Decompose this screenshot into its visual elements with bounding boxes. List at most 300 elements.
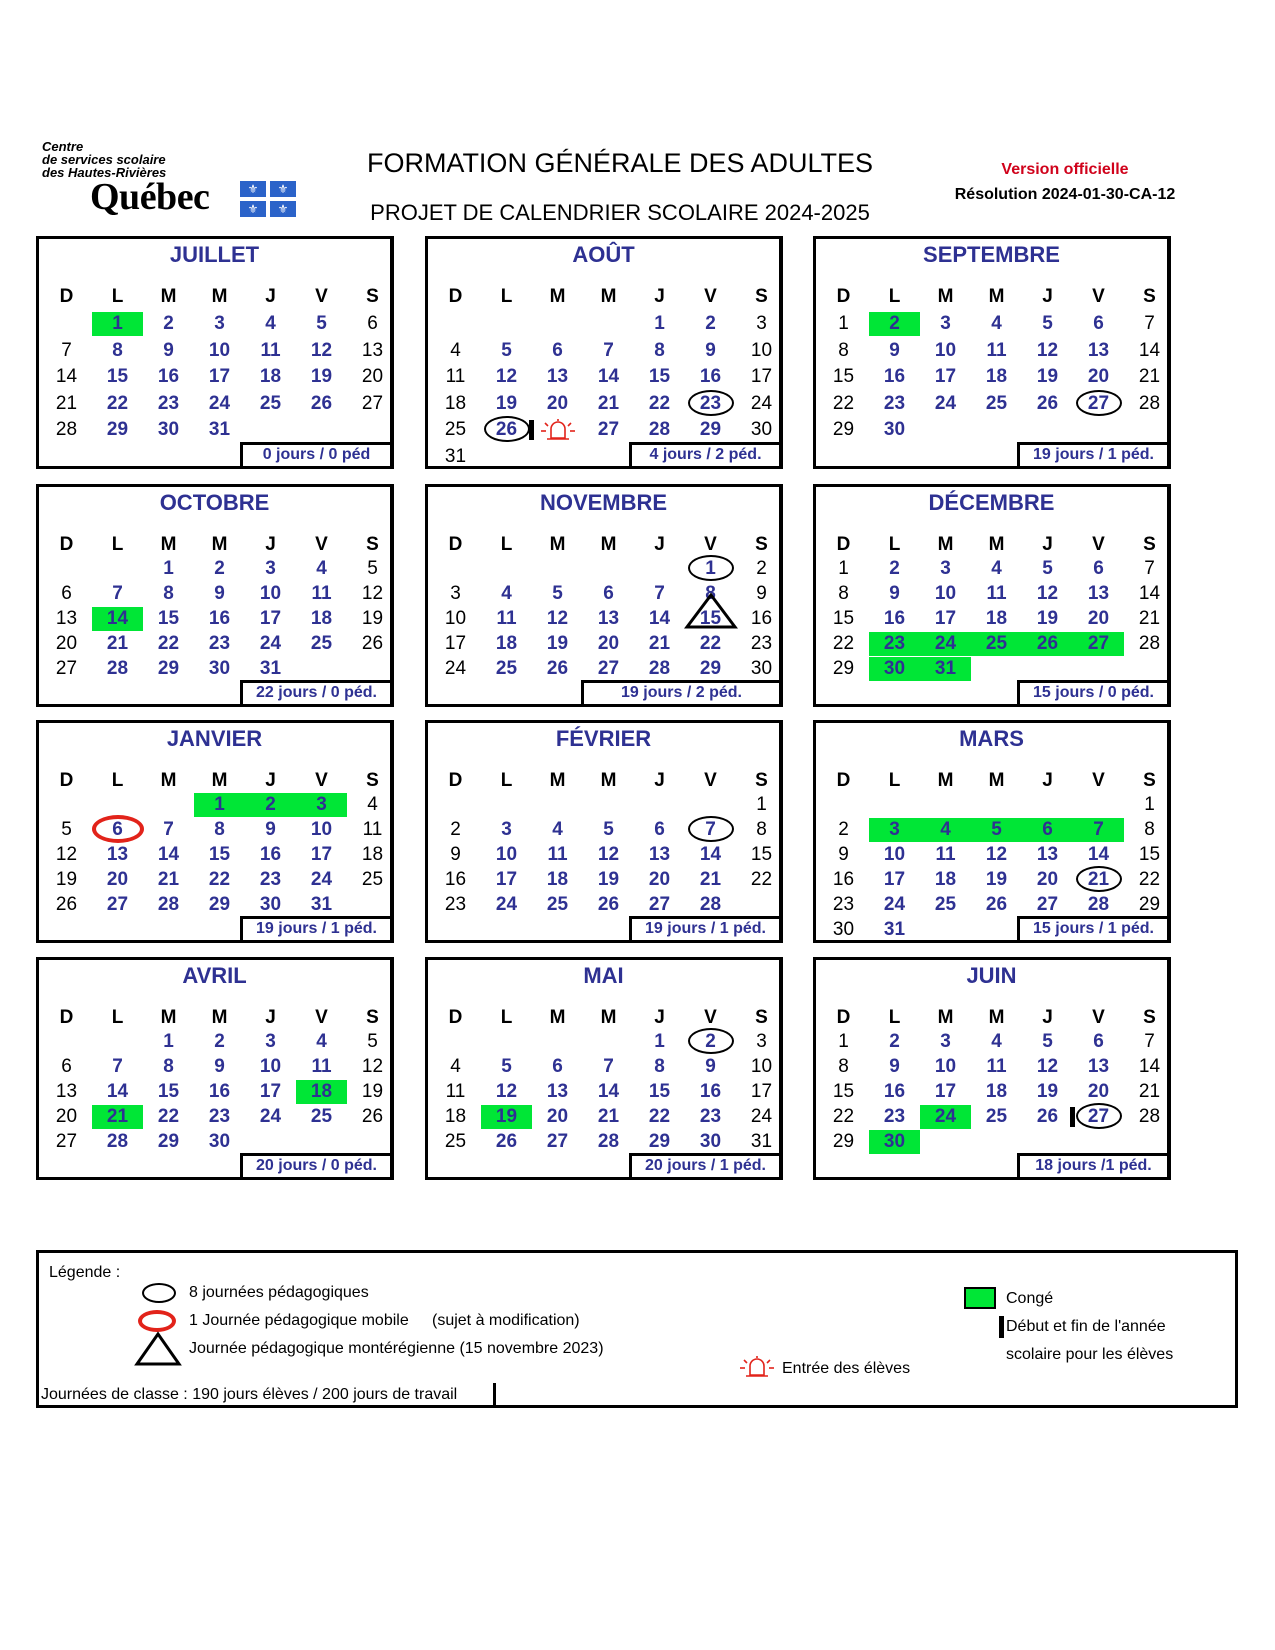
day-cell: 2 [756, 558, 767, 579]
day-cell: 11 [311, 583, 332, 604]
day-header: J [1042, 286, 1053, 307]
day-cell: 4 [991, 1031, 1002, 1052]
day-cell: 11 [547, 844, 568, 865]
day-cell: 19 [1036, 1081, 1059, 1102]
day-cell: 6 [92, 818, 143, 842]
day-header: D [836, 286, 851, 307]
day-cell: 24 [208, 392, 231, 414]
day-header: M [937, 770, 954, 791]
day-header: S [755, 1007, 768, 1028]
day-cell: 23 [699, 1106, 722, 1127]
day-cell: 6 [61, 583, 72, 604]
day-header: M [211, 1007, 228, 1028]
day-header: M [549, 770, 566, 791]
day-cell: 11 [986, 339, 1007, 361]
day-cell: 27 [55, 658, 78, 679]
day-header: J [1042, 534, 1053, 555]
day-cell: 8 [838, 339, 849, 361]
day-cell: 26 [361, 1106, 384, 1127]
day-cell: 1 [92, 312, 143, 336]
day-cell: 7 [685, 818, 736, 842]
org-line-1: Centre [42, 139, 84, 154]
day-cell: 4 [316, 1031, 327, 1052]
day-cell: 27 [546, 1131, 569, 1152]
day-cell: 25 [361, 869, 384, 890]
day-cell: 24 [750, 1106, 773, 1127]
month-name: JUIN [966, 963, 1017, 988]
day-cell: 25 [934, 894, 957, 915]
day-cell: 8 [838, 583, 849, 604]
day-cell: 10 [934, 1056, 957, 1077]
day-cell: 14 [106, 1081, 129, 1102]
day-header: D [836, 1007, 851, 1028]
day-cell: 20 [1087, 366, 1110, 387]
day-cell: 23 [883, 392, 906, 414]
day-cell: 6 [603, 583, 614, 604]
day-cell: 10 [883, 844, 906, 865]
mobile-day-red-oval-icon [92, 815, 144, 843]
day-cell: 3 [940, 313, 951, 334]
day-cell: 4 [920, 818, 971, 842]
month-summary: 19 jours / 1 péd. [240, 916, 390, 940]
resolution-label: Résolution 2024-01-30-CA-12 [954, 186, 1176, 203]
day-cell: 16 [750, 608, 773, 629]
day-cell: 19 [546, 633, 569, 654]
month-name: OCTOBRE [159, 490, 270, 515]
day-cell: 15 [106, 366, 129, 387]
footer-divider [493, 1383, 496, 1405]
day-cell: 19 [55, 869, 78, 890]
day-cell: 27 [55, 1131, 78, 1152]
day-header: M [988, 1007, 1005, 1028]
quebec-flag-icon: ⚜ ⚜ ⚜ ⚜ [240, 181, 298, 218]
day-cell: 18 [985, 1081, 1008, 1102]
day-cell: 23 [750, 633, 773, 654]
day-cell: 25 [495, 658, 518, 679]
day-header: L [111, 534, 124, 555]
day-header: D [59, 286, 74, 307]
day-header: L [888, 534, 901, 555]
month-name: MAI [583, 963, 624, 988]
day-cell: 17 [495, 869, 518, 890]
day-cell: 24 [310, 869, 333, 890]
month-name: SEPTEMBRE [923, 242, 1060, 267]
day-cell: 30 [832, 919, 855, 940]
day-cell: 29 [699, 419, 722, 440]
day-header: M [600, 286, 617, 307]
day-cell: 9 [265, 819, 276, 840]
day-cell: 12 [1036, 583, 1059, 604]
day-cell: 5 [971, 818, 1022, 842]
day-cell: 22 [1138, 869, 1161, 890]
day-cell: 5 [367, 558, 378, 579]
day-cell: 3 [940, 558, 951, 579]
day-cell: 12 [361, 1056, 384, 1077]
month-6 [36, 720, 394, 943]
day-cell: 2 [214, 558, 225, 579]
day-cell: 27 [1073, 392, 1124, 416]
day-header: L [111, 286, 124, 307]
day-cell: 2 [705, 313, 716, 334]
day-cell: 20 [55, 633, 78, 654]
day-cell: 5 [1042, 313, 1053, 334]
day-cell: 15 [208, 844, 231, 865]
day-cell: 14 [157, 844, 180, 865]
day-cell: 25 [310, 1106, 333, 1127]
day-cell: 14 [1087, 844, 1110, 865]
day-header: L [111, 1007, 124, 1028]
month-summary: 20 jours / 0 péd. [240, 1153, 390, 1177]
day-cell: 14 [648, 608, 671, 629]
day-cell: 23 [208, 1106, 231, 1127]
day-cell: 7 [603, 339, 614, 361]
legend-mobile-day: 1 Journée pédagogique mobile [189, 1312, 409, 1329]
day-cell: 10 [934, 583, 957, 604]
day-cell: 15 [685, 607, 736, 631]
day-cell: 15 [832, 366, 855, 387]
day-cell: 2 [869, 312, 920, 336]
day-cell: 13 [1087, 583, 1110, 604]
day-cell: 5 [501, 1056, 512, 1077]
day-cell: 9 [889, 1056, 900, 1077]
legend-entry: Entrée des élèves [782, 1360, 911, 1377]
day-cell: 28 [1138, 392, 1161, 414]
day-cell: 16 [832, 869, 855, 890]
day-cell: 17 [310, 844, 333, 865]
day-cell: 26 [1036, 1106, 1059, 1127]
ped-day-oval-icon [1076, 1103, 1122, 1129]
day-cell: 17 [750, 366, 773, 387]
day-cell: 2 [450, 819, 461, 840]
day-cell: 7 [654, 583, 665, 604]
day-cell: 13 [1087, 339, 1110, 361]
day-cell: 28 [55, 419, 78, 440]
day-cell: 6 [367, 313, 378, 334]
day-header: M [211, 534, 228, 555]
day-cell: 29 [106, 419, 129, 440]
month-name: NOVEMBRE [539, 490, 668, 515]
day-cell: 1 [1144, 794, 1155, 815]
day-cell: 1 [654, 313, 665, 334]
day-cell: 6 [1093, 313, 1104, 334]
day-cell: 10 [259, 1056, 282, 1077]
day-cell: 31 [208, 419, 231, 440]
ped-day-oval-icon [1076, 866, 1122, 892]
day-header: M [937, 286, 954, 307]
day-cell: 17 [444, 633, 467, 654]
entry-day-cell [532, 418, 583, 442]
day-cell: 18 [985, 366, 1008, 387]
day-cell: 8 [654, 1056, 665, 1077]
month-summary: 19 jours / 1 péd. [629, 916, 779, 940]
day-cell: 16 [157, 366, 180, 387]
day-cell: 18 [444, 392, 467, 414]
day-header: D [59, 534, 74, 555]
day-cell: 12 [55, 844, 78, 865]
day-cell: 29 [648, 1131, 671, 1152]
day-header: S [366, 286, 379, 307]
legend-holiday: Congé [1006, 1290, 1054, 1307]
legend-start-end-1: Début et fin de l'année [1006, 1318, 1166, 1335]
day-cell: 13 [1036, 844, 1059, 865]
day-header: M [549, 534, 566, 555]
day-cell: 8 [838, 1056, 849, 1077]
day-cell: 17 [259, 1081, 282, 1102]
legend-title: Légende : [49, 1264, 121, 1281]
month-summary: 0 jours / 0 péd [240, 442, 390, 466]
day-header: M [988, 286, 1005, 307]
month-name: JUILLET [169, 242, 260, 267]
day-cell: 18 [310, 608, 333, 629]
day-cell: 26 [481, 418, 532, 442]
day-cell: 5 [1042, 1031, 1053, 1052]
legend-monteregienne: Journée pédagogique montérégienne (15 novembre 2023) [189, 1340, 604, 1357]
day-cell: 23 [157, 392, 180, 414]
day-cell: 28 [1138, 1106, 1161, 1127]
day-header: V [704, 770, 717, 791]
day-cell: 1 [163, 558, 174, 579]
day-header: J [265, 286, 276, 307]
day-cell: 28 [597, 1131, 620, 1152]
month-2 [813, 236, 1171, 469]
day-cell: 29 [208, 894, 231, 915]
day-cell: 23 [832, 894, 855, 915]
day-cell: 21 [1138, 1081, 1161, 1102]
day-cell: 17 [883, 869, 906, 890]
day-cell: 11 [986, 583, 1007, 604]
day-header: M [988, 770, 1005, 791]
day-cell: 6 [552, 339, 563, 361]
day-cell: 27 [597, 658, 620, 679]
month-5 [813, 484, 1171, 707]
day-cell: 17 [750, 1081, 773, 1102]
month-name: MARS [959, 726, 1024, 751]
day-header: L [500, 534, 513, 555]
day-cell: 22 [832, 392, 855, 414]
day-cell: 24 [920, 632, 971, 656]
day-cell: 14 [1138, 583, 1161, 604]
day-cell: 7 [112, 1056, 123, 1077]
day-cell: 4 [367, 794, 378, 815]
month-summary: 18 jours /1 péd. [1017, 1153, 1167, 1177]
day-cell: 11 [260, 339, 281, 361]
day-header: S [755, 770, 768, 791]
day-cell: 23 [685, 392, 736, 416]
day-cell: 16 [883, 366, 906, 387]
day-header: M [211, 770, 228, 791]
day-cell: 4 [552, 819, 563, 840]
day-cell: 7 [61, 339, 72, 361]
day-cell: 16 [699, 366, 722, 387]
day-header: M [160, 1007, 177, 1028]
day-header: S [1143, 286, 1156, 307]
day-header: J [654, 1007, 665, 1028]
day-cell: 9 [889, 339, 900, 361]
day-cell: 6 [654, 819, 665, 840]
day-cell: 21 [597, 1106, 620, 1127]
day-cell: 10 [934, 339, 957, 361]
day-header: V [1092, 534, 1105, 555]
day-cell: 26 [361, 633, 384, 654]
day-header: V [704, 534, 717, 555]
day-cell: 3 [265, 1031, 276, 1052]
day-cell: 25 [259, 392, 282, 414]
day-cell: 13 [361, 339, 384, 361]
day-cell: 7 [1144, 313, 1155, 334]
day-cell: 16 [208, 608, 231, 629]
day-cell: 17 [934, 366, 957, 387]
day-cell: 20 [55, 1106, 78, 1127]
day-cell: 16 [259, 844, 282, 865]
day-cell: 19 [597, 869, 620, 890]
day-header: S [755, 286, 768, 307]
day-header: D [836, 534, 851, 555]
day-cell: 12 [985, 844, 1008, 865]
day-cell: 12 [495, 366, 518, 387]
legend-ped-days: 8 journées pédagogiques [189, 1284, 369, 1301]
day-cell: 21 [1138, 608, 1161, 629]
day-cell: 7 [1073, 818, 1124, 842]
day-cell: 6 [552, 1056, 563, 1077]
day-cell: 19 [495, 392, 518, 414]
day-cell: 20 [597, 633, 620, 654]
day-cell: 24 [934, 392, 957, 414]
day-cell: 8 [112, 339, 123, 361]
month-summary: 15 jours / 0 péd. [1017, 680, 1167, 704]
day-cell: 10 [310, 819, 333, 840]
day-cell: 4 [991, 558, 1002, 579]
day-cell: 1 [163, 1031, 174, 1052]
day-cell: 17 [934, 608, 957, 629]
day-cell: 15 [1138, 844, 1161, 865]
day-cell: 26 [1036, 392, 1059, 414]
day-header: M [549, 1007, 566, 1028]
day-cell: 6 [1093, 558, 1104, 579]
day-cell: 12 [1036, 339, 1059, 361]
day-cell: 10 [208, 339, 231, 361]
day-cell: 28 [1087, 894, 1110, 915]
day-cell: 3 [869, 818, 920, 842]
day-cell: 11 [986, 1056, 1007, 1077]
alarm-bell-icon [739, 1355, 775, 1379]
day-cell: 20 [1036, 869, 1059, 890]
day-header: D [448, 1007, 463, 1028]
day-header: S [366, 770, 379, 791]
day-header: M [600, 534, 617, 555]
month-name: AVRIL [182, 963, 247, 988]
day-cell: 31 [883, 919, 906, 940]
legend [36, 1250, 1238, 1408]
day-header: V [315, 770, 328, 791]
day-cell: 13 [597, 608, 620, 629]
day-cell: 27 [106, 894, 129, 915]
day-header: J [265, 1007, 276, 1028]
day-cell: 8 [214, 819, 225, 840]
legend-start-end-2: scolaire pour les élèves [1006, 1346, 1174, 1363]
month-7 [425, 720, 783, 943]
day-cell: 25 [546, 894, 569, 915]
day-cell: 26 [495, 1131, 518, 1152]
day-cell: 24 [883, 894, 906, 915]
day-header: D [59, 770, 74, 791]
day-cell: 21 [92, 1105, 143, 1129]
day-cell: 21 [157, 869, 180, 890]
day-cell: 21 [597, 392, 620, 414]
day-cell: 12 [597, 844, 620, 865]
day-cell: 30 [208, 658, 231, 679]
triangle-icon [684, 592, 738, 630]
day-cell: 21 [1073, 868, 1124, 892]
day-cell: 6 [1022, 818, 1073, 842]
day-cell: 30 [750, 658, 773, 679]
day-cell: 13 [546, 366, 569, 387]
day-header: D [448, 770, 463, 791]
day-header: M [937, 1007, 954, 1028]
day-cell: 16 [883, 608, 906, 629]
day-cell: 10 [750, 339, 773, 361]
day-cell: 8 [756, 819, 767, 840]
day-cell: 8 [163, 583, 174, 604]
day-cell: 14 [597, 366, 620, 387]
org-line-2: de services scolaire [42, 152, 166, 167]
day-cell: 5 [1042, 558, 1053, 579]
ped-day-oval-icon [1076, 390, 1122, 416]
day-cell: 23 [883, 1106, 906, 1127]
day-cell: 22 [106, 392, 129, 414]
day-cell: 19 [1036, 608, 1059, 629]
day-header: J [654, 286, 665, 307]
day-cell: 3 [296, 793, 347, 817]
day-header: M [160, 286, 177, 307]
day-cell: 30 [750, 419, 773, 440]
day-cell: 26 [1022, 632, 1073, 656]
day-header: J [654, 534, 665, 555]
day-cell: 23 [208, 633, 231, 654]
day-cell: 12 [310, 339, 333, 361]
day-cell: 23 [259, 869, 282, 890]
day-cell: 9 [705, 1056, 716, 1077]
ped-day-oval-icon [142, 1283, 176, 1303]
day-cell: 6 [1093, 1031, 1104, 1052]
day-cell: 28 [1138, 633, 1161, 654]
day-cell: 12 [1036, 1056, 1059, 1077]
day-header: M [160, 534, 177, 555]
day-header: J [265, 770, 276, 791]
day-cell: 13 [55, 608, 78, 629]
day-cell: 16 [883, 1081, 906, 1102]
day-cell: 23 [444, 894, 467, 915]
day-cell: 31 [310, 894, 333, 915]
day-header: M [937, 534, 954, 555]
month-summary: 20 jours / 1 péd. [629, 1153, 779, 1177]
day-cell: 3 [265, 558, 276, 579]
day-header: M [600, 1007, 617, 1028]
day-cell: 14 [597, 1081, 620, 1102]
month-summary: 22 jours / 0 péd. [240, 680, 390, 704]
version-label: Version officielle [1001, 161, 1129, 178]
day-header: S [1143, 534, 1156, 555]
day-cell: 1 [838, 313, 849, 334]
legend-footer: Journées de classe : 190 jours élèves / 200 jours de travail [41, 1386, 458, 1403]
day-cell: 5 [61, 819, 72, 840]
month-8 [813, 720, 1171, 943]
day-header: S [366, 534, 379, 555]
day-cell: 20 [546, 1106, 569, 1127]
day-cell: 7 [1144, 1031, 1155, 1052]
day-header: V [1092, 286, 1105, 307]
month-summary: 4 jours / 2 péd. [629, 442, 779, 466]
day-cell: 21 [106, 633, 129, 654]
